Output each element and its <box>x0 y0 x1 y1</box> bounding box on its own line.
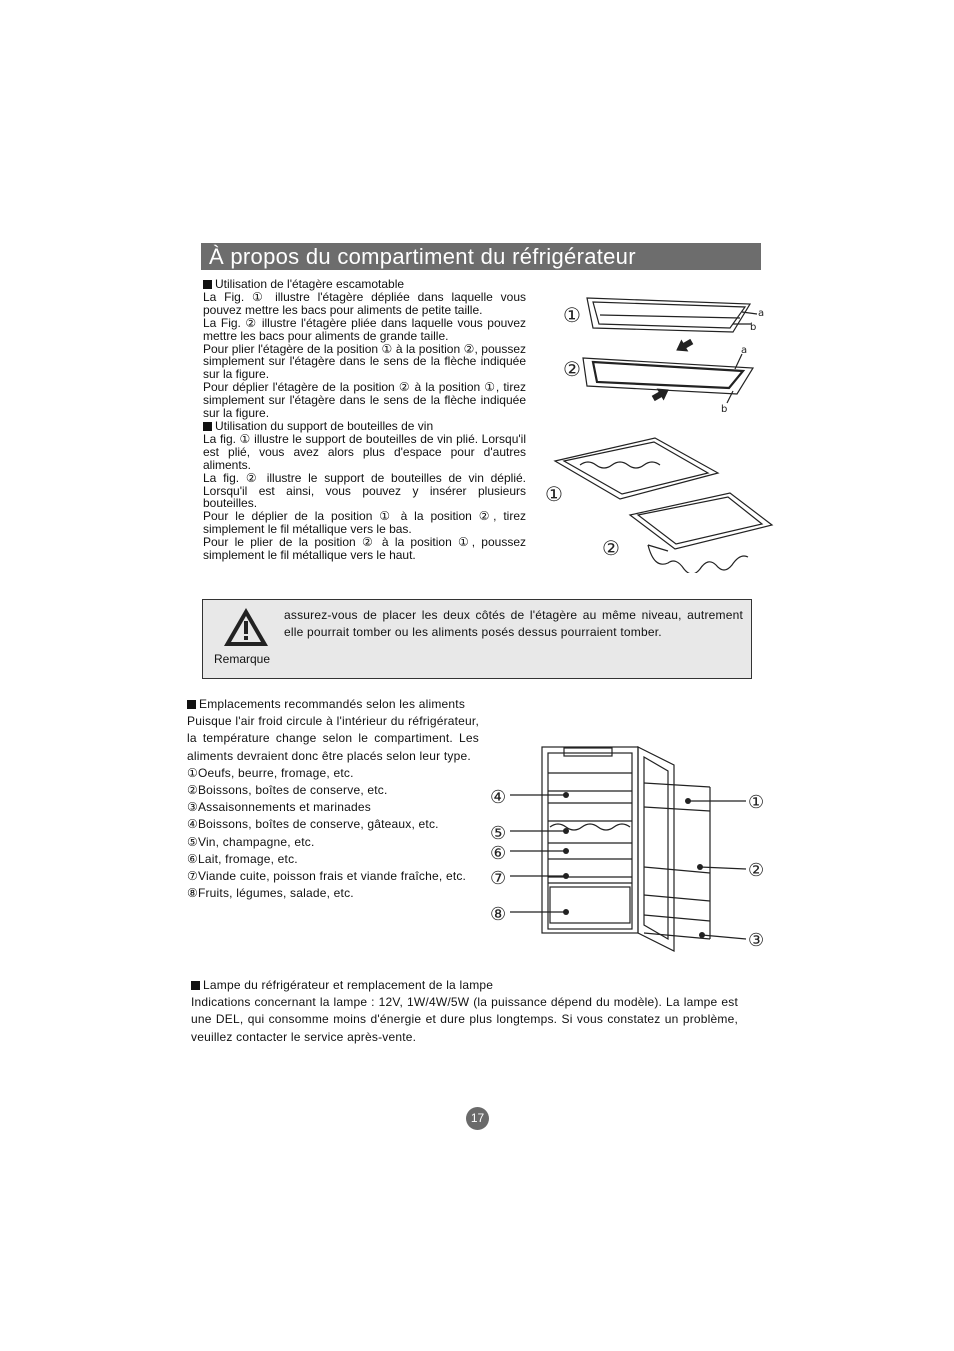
shelf-paragraph-2: La Fig. ② illustre l'étagère pliée dans laquelle vous pouvez mettre les bacs pour aliments de grande taille. <box>203 315 526 343</box>
fridge-wine-rack <box>550 824 630 830</box>
fridge-label-2: ② <box>748 860 765 881</box>
wine-rack-wire-arm <box>648 545 668 551</box>
shelf-figure <box>555 290 770 425</box>
bullet-square-icon <box>203 422 212 431</box>
placement-heading: Emplacements recommandés selon les aliments <box>187 696 479 713</box>
bullet-square-icon <box>203 280 212 289</box>
page-number: 17 <box>466 1107 489 1130</box>
placement-text <box>187 696 479 902</box>
shelf-paragraph-3: Pour plier l'étagère de la position ① à la position ②, poussez simplement sur l'étagère dans le sens de la flèche indiquée sur la figure. <box>203 341 526 382</box>
fridge-label-3: ③ <box>748 930 765 951</box>
door-shelf-3 <box>644 915 710 921</box>
wine-fig-number-1: ① <box>545 482 563 506</box>
shelf-unfolded-fold-line <box>600 315 740 318</box>
lamp-text: Indications concernant la lampe : 12V, 1W/4W/5W (la puissance dépend du modèle). La lampe est une DEL, qui consomme moins d'énergie et dure plus longtemps. Si vous constatez un problème, veuillez contacter le service après-vente. <box>191 995 738 1044</box>
shelf-paragraph-4: Pour déplier l'étagère de la position ② à la position ①, tirez simplement sur l'étagère dans le sens de la flèche indiquée sur la figure. <box>203 380 526 421</box>
label-b1: b <box>750 322 757 333</box>
shelf-heading: Utilisation de l'étagère escamotable <box>203 278 526 291</box>
label-a1: a <box>758 308 765 319</box>
fridge-label-7: ⑦ <box>490 868 507 889</box>
fridge-label-5: ⑤ <box>490 823 507 844</box>
leader-line-2 <box>700 867 746 869</box>
wine-rack-unfolded-inner <box>638 497 762 544</box>
placement-item-8: ⑧Fruits, légumes, salade, etc. <box>187 886 354 901</box>
remark-label: Remarque <box>214 652 271 666</box>
leader-line-b2 <box>727 391 733 403</box>
fridge-control-panel <box>564 748 612 756</box>
wine-rack-unfolded-outline <box>630 493 772 549</box>
remark-box <box>202 599 752 679</box>
placement-item-6: ⑥Lait, fromage, etc. <box>187 851 298 866</box>
lamp-section <box>191 977 738 1046</box>
lamp-heading: Lampe du réfrigérateur et remplacement de la lampe <box>191 977 738 994</box>
placement-item-5: ⑤Vin, champagne, etc. <box>187 834 315 849</box>
shelf-wine-text <box>203 278 526 562</box>
fig-number-1: ① <box>563 303 581 327</box>
warning-icon <box>221 605 271 649</box>
label-b2: b <box>721 404 728 415</box>
wine-rack-figure <box>540 433 775 573</box>
wine-heading: Utilisation du support de bouteilles de vin <box>203 420 526 433</box>
wine-paragraph-1: La fig. ① illustre le support de bouteilles de vin plié. Lorsqu'il est plié, vous avez alors plus d'espace pour d'autres aliments. <box>203 431 526 472</box>
refrigerator-figure <box>488 743 770 955</box>
fridge-label-4: ④ <box>490 787 507 808</box>
fridge-label-1: ① <box>748 792 765 813</box>
label-a2: a <box>741 345 748 356</box>
wine-fig-number-2: ② <box>602 536 620 560</box>
fridge-cabinet <box>542 747 638 933</box>
fig-number-2: ② <box>563 357 581 381</box>
door-shelf-1 <box>644 783 710 787</box>
placement-item-2: ②Boissons, boîtes de conserve, etc. <box>187 783 388 798</box>
fridge-inner-wall <box>548 753 632 929</box>
placement-intro: Puisque l'air froid circule à l'intérieur du réfrigérateur, la température change selon le compartiment. Les aliments devraient donc être placés selon leur type. <box>187 714 479 763</box>
pull-arrow-icon <box>650 383 673 404</box>
page-title: À propos du compartiment du réfrigérateur <box>209 244 636 269</box>
placement-item-3: ③Assaisonnements et marinades <box>187 800 371 815</box>
bullet-square-icon <box>187 700 196 709</box>
placement-item-4: ④Boissons, boîtes de conserve, gâteaux, etc. <box>187 817 439 832</box>
placement-item-1: ①Oeufs, beurre, fromage, etc. <box>187 765 354 780</box>
fridge-label-6: ⑥ <box>490 843 507 864</box>
wine-rack-folded-wire <box>580 462 660 468</box>
wine-paragraph-3: Pour le déplier de la position ① à la position ②, tirez simplement le fil métallique vers le bas. <box>203 509 526 537</box>
shelf-paragraph-1: La Fig. ① illustre l'étagère dépliée dans laquelle vous pouvez mettre les bacs pour aliments de petite taille. <box>203 289 526 317</box>
push-arrow-icon <box>673 335 696 356</box>
wine-paragraph-2: La fig. ② illustre le support de bouteilles de vin déplié. Lorsqu'il est ainsi, vous pouvez y insérer plusieurs bouteilles. <box>203 470 526 511</box>
fridge-crisper <box>550 887 630 923</box>
fridge-label-8: ⑧ <box>490 904 507 925</box>
wine-paragraph-4: Pour le plier de la position ② à la position ①, poussez simplement le fil métallique vers le haut. <box>203 535 526 563</box>
section-title-bar <box>201 243 761 270</box>
placement-item-7: ⑦Viande cuite, poisson frais et viande fraîche, etc. <box>187 869 467 884</box>
remark-text: assurez-vous de placer les deux côtés de l'étagère au même niveau, autrement elle pourrait tomber ou les aliments posés dessus pourraient tomber. <box>284 608 743 639</box>
bullet-square-icon <box>191 981 200 990</box>
